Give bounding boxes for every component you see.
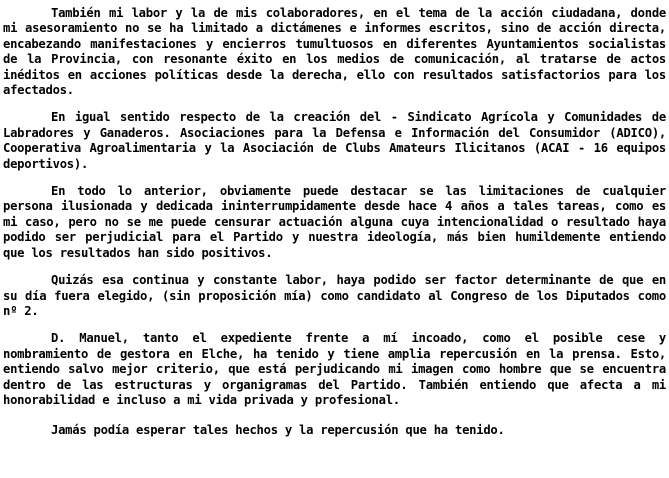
document-page: [3, 6, 666, 451]
paragraph-civic-action: También mi labor y la de mis colaboradores, en el tema de la acción ciudadana, donde mi asesoramiento no se ha limitado a dictámenes e informes escritos, sino de acción directa, encabezando manifestaciones y encierros tumultuosos en diferentes Ayuntamientos socialistas de la Provincia, con resonante éxito en los medios de comunicación, al tratarse de actos inéditos en acciones políticas desde la derecha, ello con resultados satisfactorios para los afectados.: [3, 6, 666, 98]
paragraph-associations: En igual sentido respecto de la creación del - Sindicato Agrícola y Comunidades de Labradores y Ganaderos. Asociaciones para la Defensa e Información del Consumidor (ADICO), Cooperativa Agroalimentaria y la Asociación de Clubs Amateurs Ilicitanos (ACAI - 16 equipos deportivos).: [3, 110, 666, 171]
paragraph-expedient: D. Manuel, tanto el expediente frente a mí incoado, como el posible cese y nombramiento de gestora en Elche, ha tenido y tiene amplia repercusión en la prensa. Esto, entiendo salvo mejor criterio, que está perjudicando mi imagen como hombre que se encuentra dentro de las estructuras y organigramas del Partido. También entiendo que afecta a mi honorabilidad e incluso a mi vida privada y profesional.: [3, 331, 666, 407]
paragraph-limitations: En todo lo anterior, obviamente puede destacar se las limitaciones de cualquier persona ilusionada y dedicada ininterrumpidamente desde hace 4 años a tales tareas, como es mi caso, pero no se me puede censurar actuación alguna cuya intencionalidad o resultado haya podido ser perjudicial para el Partido y nuestra ideología, más bien humildemente entiendo que los resultados han sido positivos.: [3, 184, 666, 260]
paragraph-candidacy: Quizás esa continua y constante labor, haya podido ser factor determinante de que en su día fuera elegido, (sin proposición mía) como candidato al Congreso de los Diputados como nº 2.: [3, 273, 666, 318]
paragraph-closing: Jamás podía esperar tales hechos y la repercusión que ha tenido.: [51, 423, 505, 438]
